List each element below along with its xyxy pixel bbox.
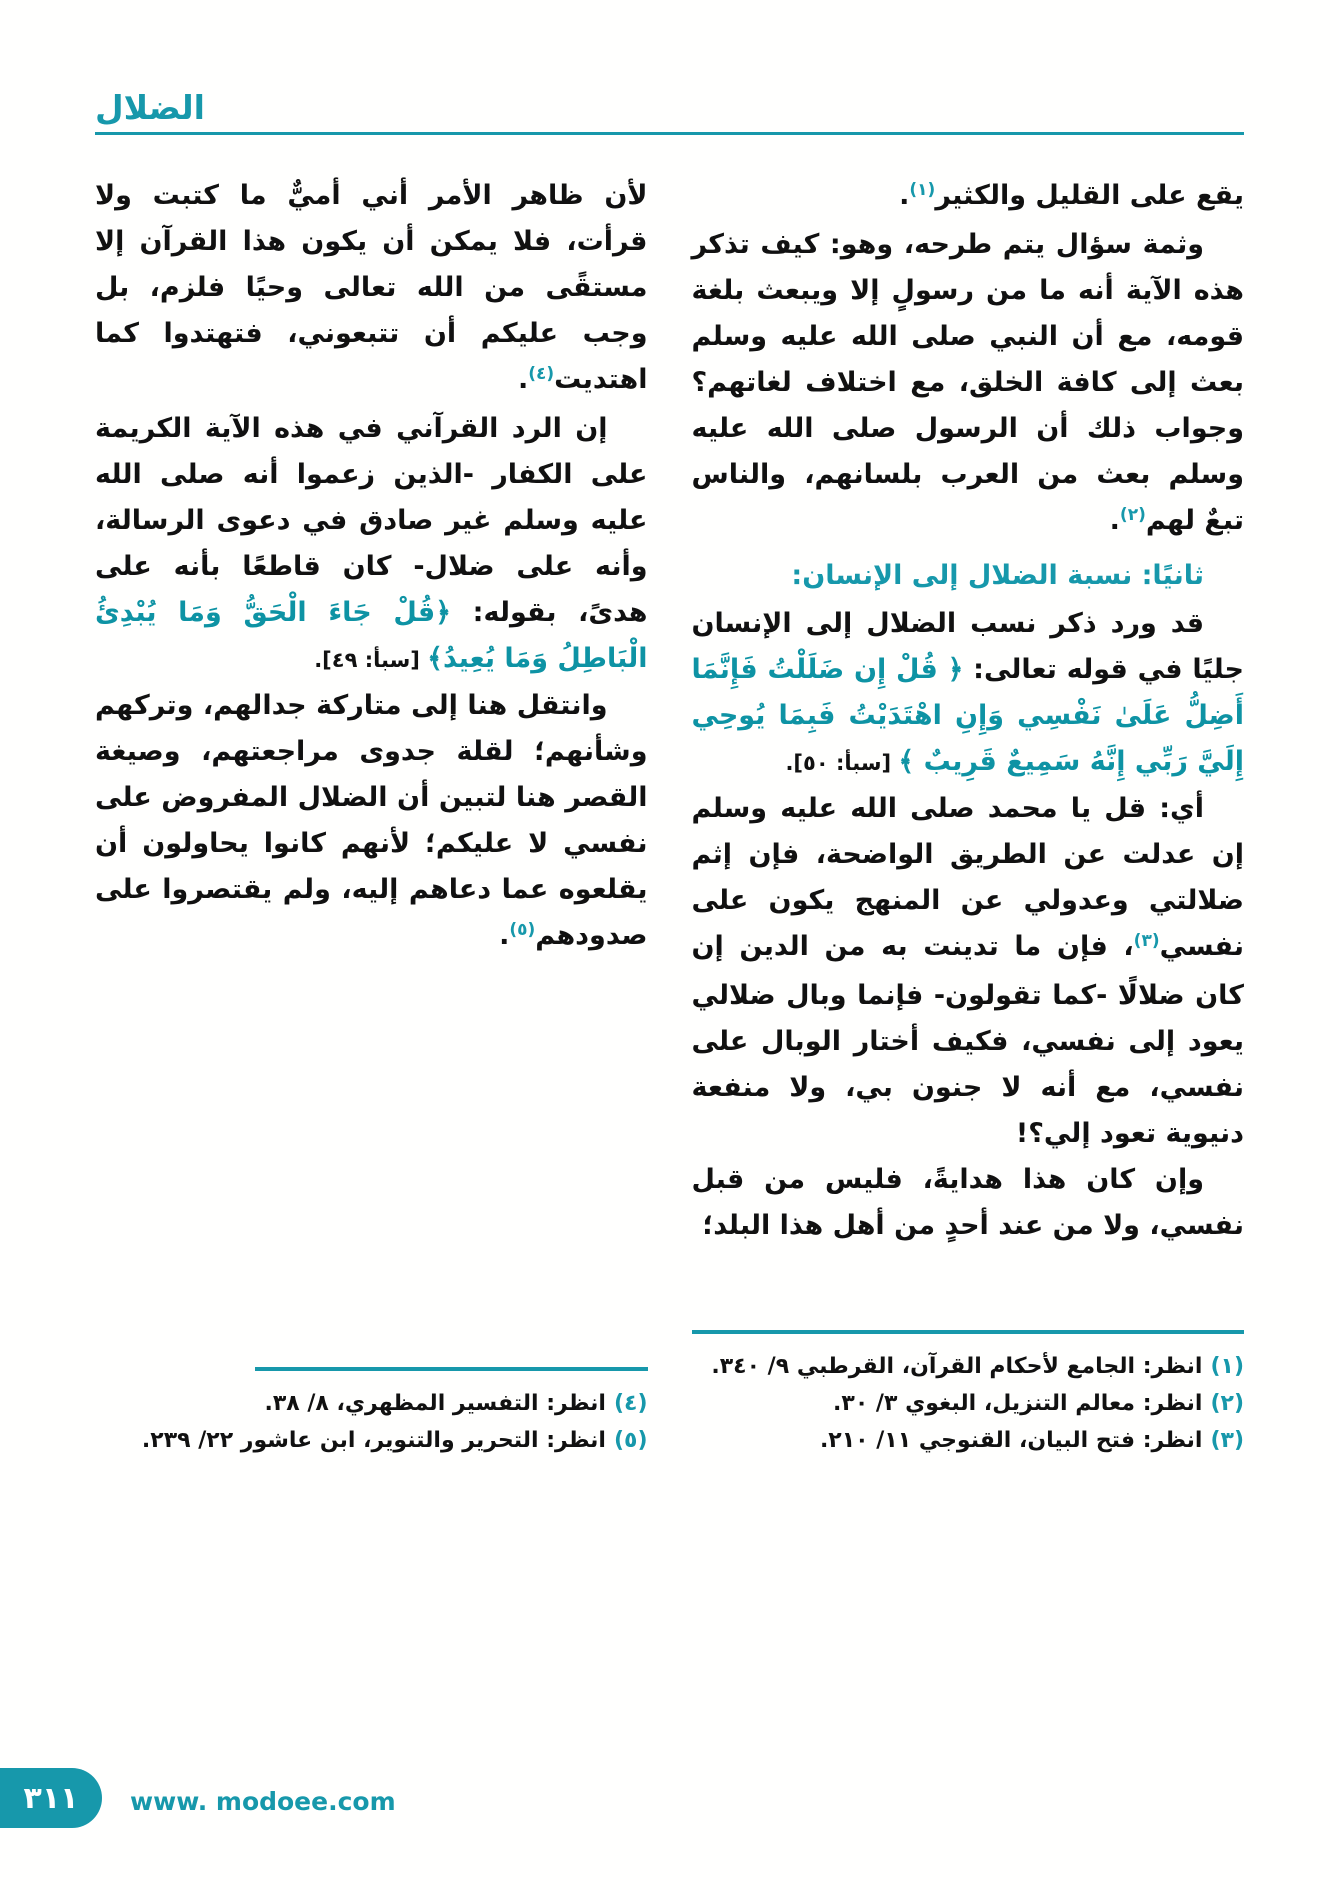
section-heading [692,553,1245,599]
quran-verse: ﴿ قُلْ إِن ضَلَلْتُ فَإِنَّمَا أَضِلُّ عَلَىٰ نَفْسِي وَإِنِ اهْتَدَيْتُ فَبِمَا يُوحِي إِلَيَّ رَبِّي إِنَّهُ سَمِيعٌ قَرِيبٌ ﴾ [691,654,1244,777]
body-text: وإن كان هذا هدايةً، فليس من قبل نفسي، ولا من عند أحدٍ من أهل هذا البلد؛ [691,1164,1244,1241]
footnote-text: انظر: فتح البيان، القنوجي ١١/ ٢١٠. [819,1428,1203,1453]
column-right-text [692,173,1245,1249]
body-text: ، فإن ما تدينت به من الدين إن كان ضلالًا -كما تقولون- فإنما وبال ضلالي يعود إلى نفسي، فكيف أختار الوبال على نفسي، مع أنه لا جنون بي، ولا منفعة دنيوية تعود إلي؟! [691,931,1244,1149]
footnote-list-left [95,1385,648,1459]
column-left-text [95,173,648,962]
footnotes-left [95,1367,648,1465]
footnote-text: انظر: الجامع لأحكام القرآن، القرطبي ٩/ ٣٤٠. [711,1354,1203,1379]
body-text: لأن ظاهر الأمر أني أميٌّ ما كتبت ولا قرأت، فلا يمكن أن يكون هذا القرآن إلا مستقًى من الله تعالى وحيًا فلزم، بل وجب عليكم أن تتبعوني، فتهتدوا كما اهتديت [95,180,648,395]
column-right [692,173,1245,1465]
chapter-title: الضلال [95,88,205,127]
footnote-number: (٤) [613,1391,648,1416]
footnote [692,1348,1245,1385]
paragraph [95,406,648,683]
footnote-separator [692,1330,1245,1334]
footnote [692,1385,1245,1422]
footnote-separator [255,1367,647,1371]
paragraph [692,1157,1245,1249]
body-text: وثمة سؤال يتم طرحه، وهو: كيف تذكر هذه الآية أنه ما من رسولٍ إلا ويبعث بلغة قومه، مع أن النبي صلى الله عليه وسلم بعث إلى كافة الخلق، مع اختلاف لغاتهم؟ وجواب ذلك أن الرسول صلى الله عليه وسلم بعث من العرب بلسانهم، والناس تبعٌ لهم [691,229,1244,536]
footnote-number: (٢) [1210,1391,1244,1416]
footnote-text: انظر: معالم التنزيل، البغوي ٣/ ٣٠. [833,1391,1203,1416]
footnote-list-right [692,1348,1245,1459]
verse-reference: [سبأ: ٤٩]. [314,648,428,672]
footnote-number: (١) [1210,1354,1244,1379]
footnote-marker: (٢) [1119,505,1146,525]
footnote-text: انظر: التحرير والتنوير، ابن عاشور ٢٢/ ٢٣٩. [141,1428,606,1453]
body-text: إن الرد القرآني في هذه الآية الكريمة على الكفار -الذين زعموا أنه صلى الله عليه وسلم غير صادق في دعوى الرسالة، وأنه على ضلال- كان قاطعًا بأنه على هدىً، بقوله: [95,413,648,628]
body-text: أي: قل يا محمد صلى الله عليه وسلم إن عدلت عن الطريق الواضحة، فإن إثم ضلالتي وعدولي عن المنهج يكون على نفسي [691,793,1244,962]
verse-reference: [سبأ: ٥٠]. [785,751,899,775]
body-text: يقع على القليل والكثير [935,180,1244,211]
body-text: . [899,180,910,211]
body-text: . [499,920,510,951]
paragraph [692,173,1245,222]
page-number-tab [0,1768,102,1828]
footnote [95,1385,648,1422]
footnote [692,1422,1245,1459]
footnote [95,1422,648,1459]
two-column-body [95,173,1244,1465]
body-text: قد ورد ذكر نسب الضلال إلى الإنسان جليًا في قوله تعالى: [691,608,1244,685]
paragraph [692,601,1245,786]
body-text: وانتقل هنا إلى متاركة جدالهم، وتركهم وشأنهم؛ لقلة جدوى مراجعتهم، وصيغة القصر هنا لتبين أن الضلال المفروض على نفسي لا عليكم؛ لأنهم كانوا يحاولون أن يقلعوه عما دعاهم إليه، ولم يقتصروا على صدودهم [95,690,648,951]
page-number: ٣١١ [23,1780,79,1816]
running-header [95,88,1244,135]
footnote-marker: (٤) [528,364,555,384]
footnote-number: (٥) [613,1428,648,1453]
body-text: . [517,364,529,395]
footnote-marker: (٥) [509,920,536,940]
quran-verse: ﴿قُلْ جَاءَ الْحَقُّ وَمَا يُبْدِئُ الْبَاطِلُ وَمَا يُعِيدُ﴾ [95,597,648,674]
body-text: . [1109,505,1120,536]
paragraph [95,173,648,406]
column-left [95,173,648,1465]
heading-text: ثانيًا: نسبة الضلال إلى الإنسان: [791,560,1204,591]
footnotes-right [692,1330,1245,1465]
paragraph [95,683,648,962]
footnote-text: انظر: التفسير المظهري، ٨/ ٣٨. [264,1391,606,1416]
paragraph [692,786,1245,1157]
footnote-marker: (١) [909,180,936,200]
footnote-marker: (٣) [1133,931,1160,951]
footnote-number: (٣) [1210,1428,1244,1453]
paragraph [692,222,1245,547]
publisher-website: www. modoee.com [130,1787,396,1816]
